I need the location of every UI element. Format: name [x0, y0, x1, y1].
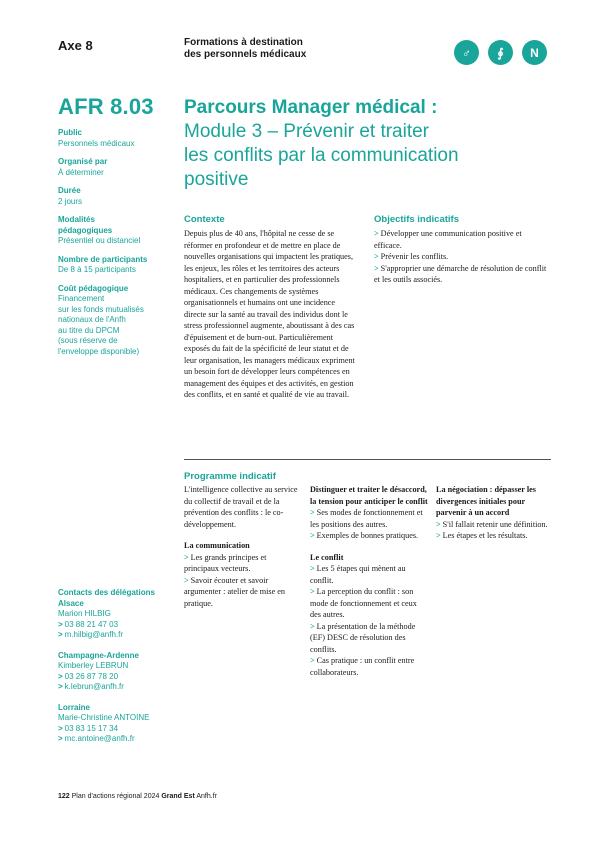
arrow-icon: > [310, 531, 315, 540]
contact-email[interactable]: > m.hilbig@anfh.fr [58, 630, 124, 639]
contexte-heading: Contexte [184, 214, 225, 225]
footer-region: Grand Est [161, 793, 195, 800]
public-label: Public [58, 128, 83, 137]
footer-text: Plan d'actions régional 2024 [71, 793, 160, 800]
arrow-icon: > [310, 587, 315, 596]
afr-code: AFR 8.03 [58, 94, 154, 119]
arrow-icon: > [58, 734, 63, 743]
arrow-icon: > [184, 575, 189, 585]
page-title: Parcours Manager médical : Module 3 – Prévenir et traiter les conflits par la communication positive [184, 97, 459, 190]
contact-phone[interactable]: > 03 83 15 17 34 [58, 723, 119, 733]
arrow-icon: > [184, 552, 189, 562]
contacts-heading: Contacts des délégations [58, 588, 155, 597]
desaccord-heading: Distinguer et traiter le désaccord, la tension pour anticiper le conflit [310, 485, 428, 506]
negociation-heading: La négociation : dépasser les divergences initiales pour parvenir à un accord [436, 485, 536, 517]
arrow-icon: > [58, 682, 63, 691]
header-title: Formations à destination des personnels médicaux [184, 37, 307, 60]
footer-brand[interactable]: Anfh.fr [196, 793, 217, 800]
list-item: > Prévenir les conflits. [374, 252, 449, 261]
arrow-icon: > [436, 531, 441, 540]
list-item: > Développer une communication positive et efficace. [374, 229, 522, 250]
arrow-icon: > [310, 564, 315, 573]
list-item: > Les grands principes et principaux vecteurs. [184, 552, 267, 573]
organise-label: Organisé par [58, 157, 108, 166]
stethoscope-icon: ∮ [488, 40, 513, 65]
list-item: > Cas pratique : un conflit entre collaborateurs. [310, 656, 415, 677]
page-number: 122 [58, 793, 70, 800]
list-item: > S'il fallait retenir une définition. [436, 519, 548, 529]
contexte-text: Depuis plus de 40 ans, l'hôpital ne cesse de se réformer en profondeur et de mettre en place de nouvelles organisations qui impactent les pratiques, les enjeux, les rôles et les territoires des acteurs hospitaliers, et en particulier des professionnels médicaux. Ces changements de systèmes organisationnels et humains ont une incidence directe sur la santé au travail des individus dont le stress professionnel augmente, aboutissant à des cas d'épuisement et de burn-out. Particulièrement exposés du fait de la spécificité de leur statut et de leur organisation, les managers médicaux expriment un besoin fort de développer leurs compétences en management des équipes et des activités, en gestion des conflits, et en santé et qualité de vie au travail. [184, 229, 355, 399]
arrow-icon: > [58, 671, 63, 681]
programme-column-1 [184, 484, 302, 609]
region-label: Champagne-Ardenne [58, 650, 139, 660]
arrow-icon: > [310, 621, 315, 631]
contact-email[interactable]: > mc.antoine@anfh.fr [58, 734, 135, 743]
arrow-icon: > [58, 619, 63, 629]
axe-label: Axe 8 [58, 38, 93, 53]
objectifs-heading: Objectifs indicatifs [374, 214, 459, 225]
programme-column-3 [436, 484, 554, 542]
contact-name: Marion HILBIG [58, 609, 111, 618]
list-item: > La présentation de la méthode (EF) DESC de résolution des conflits. [310, 621, 416, 654]
arrow-icon: > [58, 723, 63, 733]
list-item: > La perception du conflit : son mode de fonctionnement et ceux des autres. [310, 587, 417, 619]
cout-label: Coût pédagogique [58, 283, 129, 293]
arrow-icon: > [374, 252, 379, 261]
list-item: > Savoir écouter et savoir argumenter : atelier de mise en pratique. [184, 575, 286, 608]
list-item: > Les étapes et les résultats. [436, 531, 528, 540]
public-value: Personnels médicaux [58, 138, 135, 148]
cout-value: Financement sur les fonds mutualisés nationaux de l'Anfh au titre du DPCM (sous réserve de l'enveloppe disponible) [58, 294, 144, 356]
programme-column-2 [310, 484, 428, 678]
conflit-heading: Le conflit [310, 552, 344, 562]
participants-label: Nombre de participants [58, 254, 148, 264]
modalites-label: Modalités pédagogiques [58, 215, 113, 235]
list-item: > Les 5 étapes qui mènent au conflit. [310, 564, 406, 585]
contact-phone[interactable]: > 03 88 21 47 03 [58, 619, 119, 629]
programme-heading: Programme indicatif [184, 471, 276, 482]
contact-name: Kimberley LEBRUN [58, 661, 129, 670]
list-item: > Ses modes de fonctionnement et les positions des autres. [310, 508, 423, 529]
participants-value: De 8 à 15 participants [58, 265, 136, 274]
section-divider [184, 459, 551, 460]
page-footer [58, 793, 217, 800]
arrow-icon: > [374, 263, 379, 273]
arrow-icon: > [310, 656, 315, 665]
duree-label: Durée [58, 186, 81, 195]
region-label: Alsace [58, 598, 84, 608]
duree-value: 2 jours [58, 196, 83, 206]
arrow-icon: > [58, 630, 63, 639]
contact-phone[interactable]: > 03 26 87 78 20 [58, 671, 119, 681]
region-label: Lorraine [58, 702, 91, 712]
programme-intro: L'intelligence collective au service du collectif de travail et de la prévention des conflits : le co-développement. [184, 485, 298, 529]
arrow-icon: > [436, 519, 441, 529]
contacts-block [58, 588, 178, 745]
list-item: > Exemples de bonnes pratiques. [310, 531, 419, 540]
contact-email[interactable]: > k.lebrun@anfh.fr [58, 682, 124, 691]
list-item: > S'approprier une démarche de résolution de conflit et les outils associés. [374, 263, 547, 284]
info-sidebar [58, 128, 173, 357]
organise-value: À déterminer [58, 167, 104, 177]
objectifs-list [374, 228, 549, 286]
arrow-icon: > [310, 508, 315, 517]
communication-heading: La communication [184, 541, 250, 550]
arrow-icon: > [374, 229, 379, 238]
modalites-value: Présentiel ou distanciel [58, 236, 141, 245]
contact-name: Marie-Christine ANTOINE [58, 713, 150, 722]
n-badge-icon: N [522, 40, 547, 65]
person-icon: ♂ [454, 40, 479, 65]
